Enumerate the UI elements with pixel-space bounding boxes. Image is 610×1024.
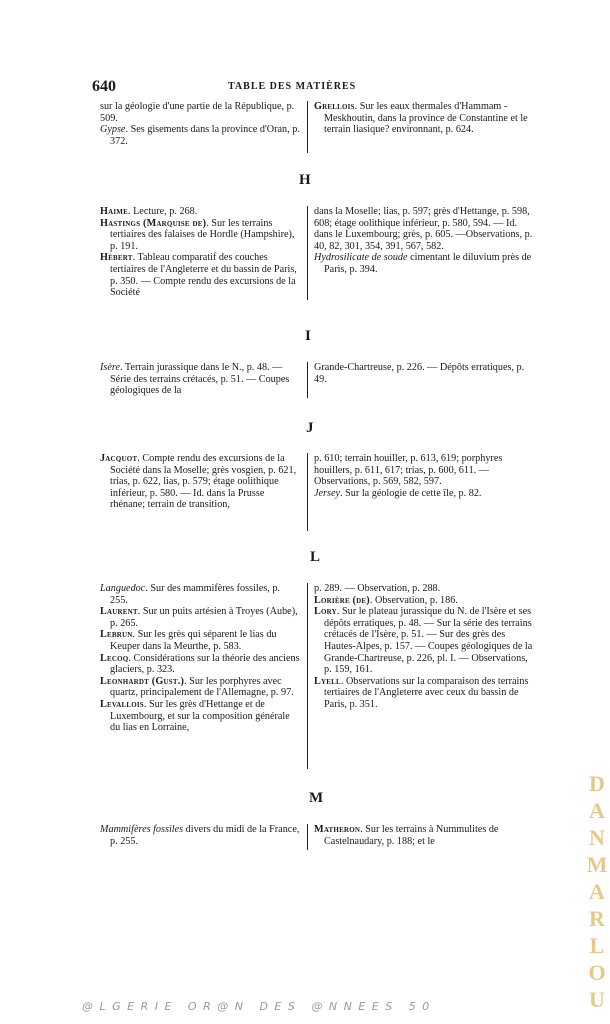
index-entry: Leonhardt (Gust.). Sur les porphyres avec quartz, principalement de l'Allemagne, p. 97. <box>100 675 294 699</box>
top-right-column <box>314 101 534 136</box>
side-watermark-letter: R <box>589 906 605 931</box>
section-j-left <box>100 453 300 511</box>
side-watermark-letter: M <box>586 852 608 877</box>
side-watermark-letter: N <box>589 825 605 850</box>
section-h <box>100 206 534 306</box>
section-j-right <box>314 453 534 499</box>
side-watermark-letter: L <box>589 933 605 958</box>
column-rule <box>307 362 308 398</box>
page-number: 640 <box>92 78 116 95</box>
section-l-left <box>100 583 300 734</box>
index-entry: Grellois. Sur les eaux thermales d'Hammam - Meskhoutin, dans la province de Constantine et le terrain liasique? environnant, p. 624. <box>314 101 528 136</box>
index-entry: dans la Moselle; lias, p. 597; grès d'Hettange, p. 598, 608; étage oolithique inférieur, p. 580, 594. — Id. dans le Luxembourg; grès, p. 605. —Observations, p. 40, 82, 301, 354, 391, 567, 582. <box>314 206 533 252</box>
index-entry: Jacquot. Compte rendu des excursions de la Société dans la Moselle; grès vosgien, p. 621, trias, p. 622, lias, p. 579; étage oolithique inférieur, p. 580. — Id. dans la Prusse rhénane; terrain de transition, <box>100 453 297 511</box>
index-entry: Laurent. Sur un puits artésien à Troyes (Aube), p. 265. <box>100 606 298 629</box>
section-i-right <box>314 362 534 385</box>
section-m-right <box>314 824 534 847</box>
index-entry: Hydrosilicate de soude cimentant le diluvium près de Paris, p. 394. <box>314 252 532 275</box>
index-entry: Gypse. Ses gisements dans la province d'Oran, p. 372. <box>100 124 300 147</box>
index-entry: p. 289. — Observation, p. 288. <box>314 583 441 594</box>
index-entry: Haime. Lecture, p. 268. <box>100 206 198 217</box>
column-rule <box>307 824 308 850</box>
section-l-right <box>314 583 534 711</box>
side-watermark-letter: O <box>588 960 606 985</box>
footer-watermark: @LGERIE OR@N DES @NNEES 50 <box>82 1000 436 1013</box>
index-entry: Lyell. Observations sur la comparaison des terrains tertiaires de l'Angleterre avec ceux du bassin de Paris, p. 351. <box>314 675 529 710</box>
column-rule <box>307 583 308 769</box>
section-letter-m: M <box>309 790 324 806</box>
index-entry: Jersey. Sur la géologie de cette île, p. 82. <box>314 487 482 499</box>
running-title: TABLE DES MATIÈRES <box>228 81 357 92</box>
index-entry: Lory. Sur le plateau jurassique du N. de l'Isère et ses dépôts erratiques, p. 48. — Sur la série des terrains crétacés de l'Isère, p. 51. — Sur des grès des Hautes-Alpes, p. 157. — Coupes géologiques de la Grande-Chartreuse, p. 226, pl. I. — Observations, p. 159, 161. <box>314 606 533 676</box>
section-letter-h: H <box>299 172 311 188</box>
section-h-left <box>100 206 300 299</box>
section-h-right <box>314 206 534 276</box>
index-entry: sur la géologie d'une partie de la République, p. 509. <box>100 101 295 124</box>
page-header <box>92 78 532 98</box>
section-letter-i: I <box>305 328 311 344</box>
section-letter-l: L <box>310 549 321 565</box>
section-j <box>100 453 534 539</box>
side-watermark-letter: U <box>589 987 605 1012</box>
index-entry: Lecoq. Considérations sur la théorie des anciens glaciers, p. 323. <box>100 652 300 676</box>
section-i-left <box>100 362 300 397</box>
section-i <box>100 362 534 404</box>
index-entry: Lebrun. Sur les grès qui séparent le lias du Keuper dans la Meurthe, p. 583. <box>100 629 277 652</box>
side-watermark-letter: A <box>589 879 605 904</box>
top-continuation <box>100 101 534 159</box>
index-entry: Grande-Chartreuse, p. 226. — Dépôts erratiques, p. 49. <box>314 362 525 385</box>
section-m-left <box>100 824 300 847</box>
index-entry: Hastings (Marquise de). Sur les terrains tertiaires des falaises de Hordle (Hampshire), p. 191. <box>100 217 295 252</box>
index-entry: Isère. Terrain jurassique dans le N., p. 48. — Série des terrains crétacés, p. 51. — Coupes géologiques de la <box>100 362 290 397</box>
index-entry: p. 610; terrain houiller, p. 613, 619; porphyres houillers, p. 611, 617; trias, p. 600, 611. — Observations, p. 569, 582, 597. <box>314 453 503 488</box>
index-entry: Languedoc. Sur des mammifères fossiles, p. 255. <box>100 583 280 606</box>
side-watermark-letter: D <box>589 771 605 796</box>
index-entry: Hébert. Tableau comparatif des couches tertiaires de l'Angleterre et du bassin de Paris, p. 350. — Compte rendu des excursions de la Société <box>100 252 297 299</box>
index-entry: Levallois. Sur les grès d'Hettange et de Luxembourg, et sur la composition générale du lias en Lorraine, <box>100 698 290 734</box>
side-watermark <box>584 770 610 1013</box>
section-letter-j: J <box>306 420 314 436</box>
section-l <box>100 583 534 773</box>
index-entry: Matheron. Sur les terrains à Nummulites de Castelnaudary, p. 188; et le <box>314 824 499 847</box>
index-entry: Mammifères fossiles divers du midi de la France, p. 255. <box>100 824 300 847</box>
index-entry: Lorière (de). Observation, p. 186. <box>314 594 458 606</box>
column-rule <box>307 453 308 531</box>
column-rule <box>307 206 308 300</box>
column-rule <box>307 101 308 153</box>
side-watermark-letter: A <box>589 798 605 823</box>
section-m <box>100 824 534 854</box>
top-left-column <box>100 101 300 147</box>
